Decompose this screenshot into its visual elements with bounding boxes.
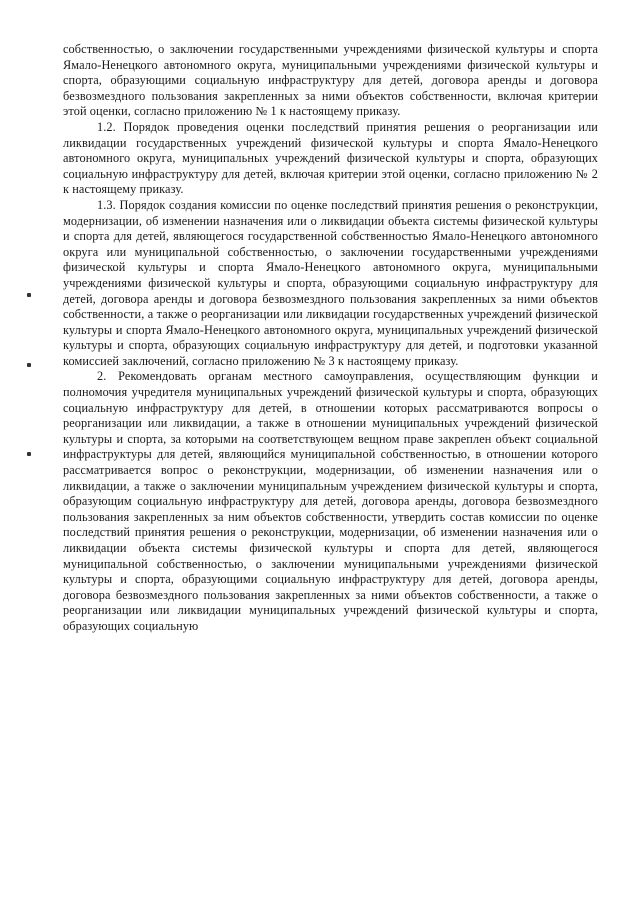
margin-mark: [27, 293, 31, 297]
margin-mark: [27, 363, 31, 367]
margin-mark: [27, 452, 31, 456]
paragraph-2: 2. Рекомендовать органам местного самоуправления, осуществляющим функции и полномочия учредителя муниципальных учреждений физической культуры и спорта, образующих социальную инфраструктуру для детей, в отношении которых рассматриваются вопросы о реорганизации или ликвидации, а также в отношении муниципальных учреждений физической культуры и спорта, за которыми на соответствующем вещном праве закреплен объект социальной инфраструктуры для детей, являющийся муниципальной собственностью, в отношении которого рассматривается вопрос о реконструкции, модернизации, об изменении назначения или о ликвидации, а также о заключении муниципальным учреждением физической культуры и спорта, образующим социальную инфраструктуру для детей, договора аренды, договора безвозмездного пользования закрепленных за ним объектов собственности, утвердить состав комиссии по оценке последствий принятия решения о реконструкции, модернизации, об изменении назначения или о ликвидации объекта системы физической культуры и спорта для детей, являющегося муниципальной собственностью, о заключении муниципальными учреждениями физической культуры и спорта, образующими социальную инфраструктуру для детей, договора аренды, договора безвозмездного пользования закрепленных за ними объектов собственности, а также о реорганизации или ликвидации муниципальных учреждений физической культуры и спорта, образующих социальную: [63, 369, 598, 633]
document-body: [63, 42, 598, 635]
paragraph-1-2: 1.2. Порядок проведения оценки последствий принятия решения о реорганизации или ликвидации государственных учреждений физической культуры и спорта Ямало-Ненецкого автономного округа, муниципальных учреждений физической культуры и спорта, образующих социальную инфраструктуру для детей, включая критерии этой оценки, согласно приложению № 2 к настоящему приказу.: [63, 119, 598, 197]
paragraph-continuation: собственностью, о заключении государственными учреждениями физической культуры и спорта Ямало-Ненецкого автономного округа, муниципальными учреждениями физической культуры и спорта, образующими социальную инфраструктуру для детей, договора аренды и договора безвозмездного пользования закрепленных за ними объектов собственности, включая критерии этой оценки, согласно приложению № 1 к настоящему приказу.: [63, 42, 598, 119]
paragraph-1-3: 1.3. Порядок создания комиссии по оценке последствий принятия решения о реконструкции, модернизации, об изменении назначения или о ликвидации объекта системы физической культуры и спорта для детей, являющегося государственной собственностью Ямало-Ненецкого автономного округа или муниципальной собственностью, о заключении государственными учреждениями физической культуры и спорта Ямало-Ненецкого автономного округа, муниципальными учреждениями физической культуры и спорта, образующими социальную инфраструктуру для детей, договора аренды и договора безвозмездного пользования закрепленных за ними объектов собственности, а также о реорганизации или ликвидации государственных учреждений физической культуры и спорта Ямало-Ненецкого автономного округа, муниципальных учреждений физической культуры и спорта, образующих социальную инфраструктуру для детей, и подготовки указанной комиссией заключений, согласно приложению № 3 к настоящему приказу.: [63, 197, 598, 368]
